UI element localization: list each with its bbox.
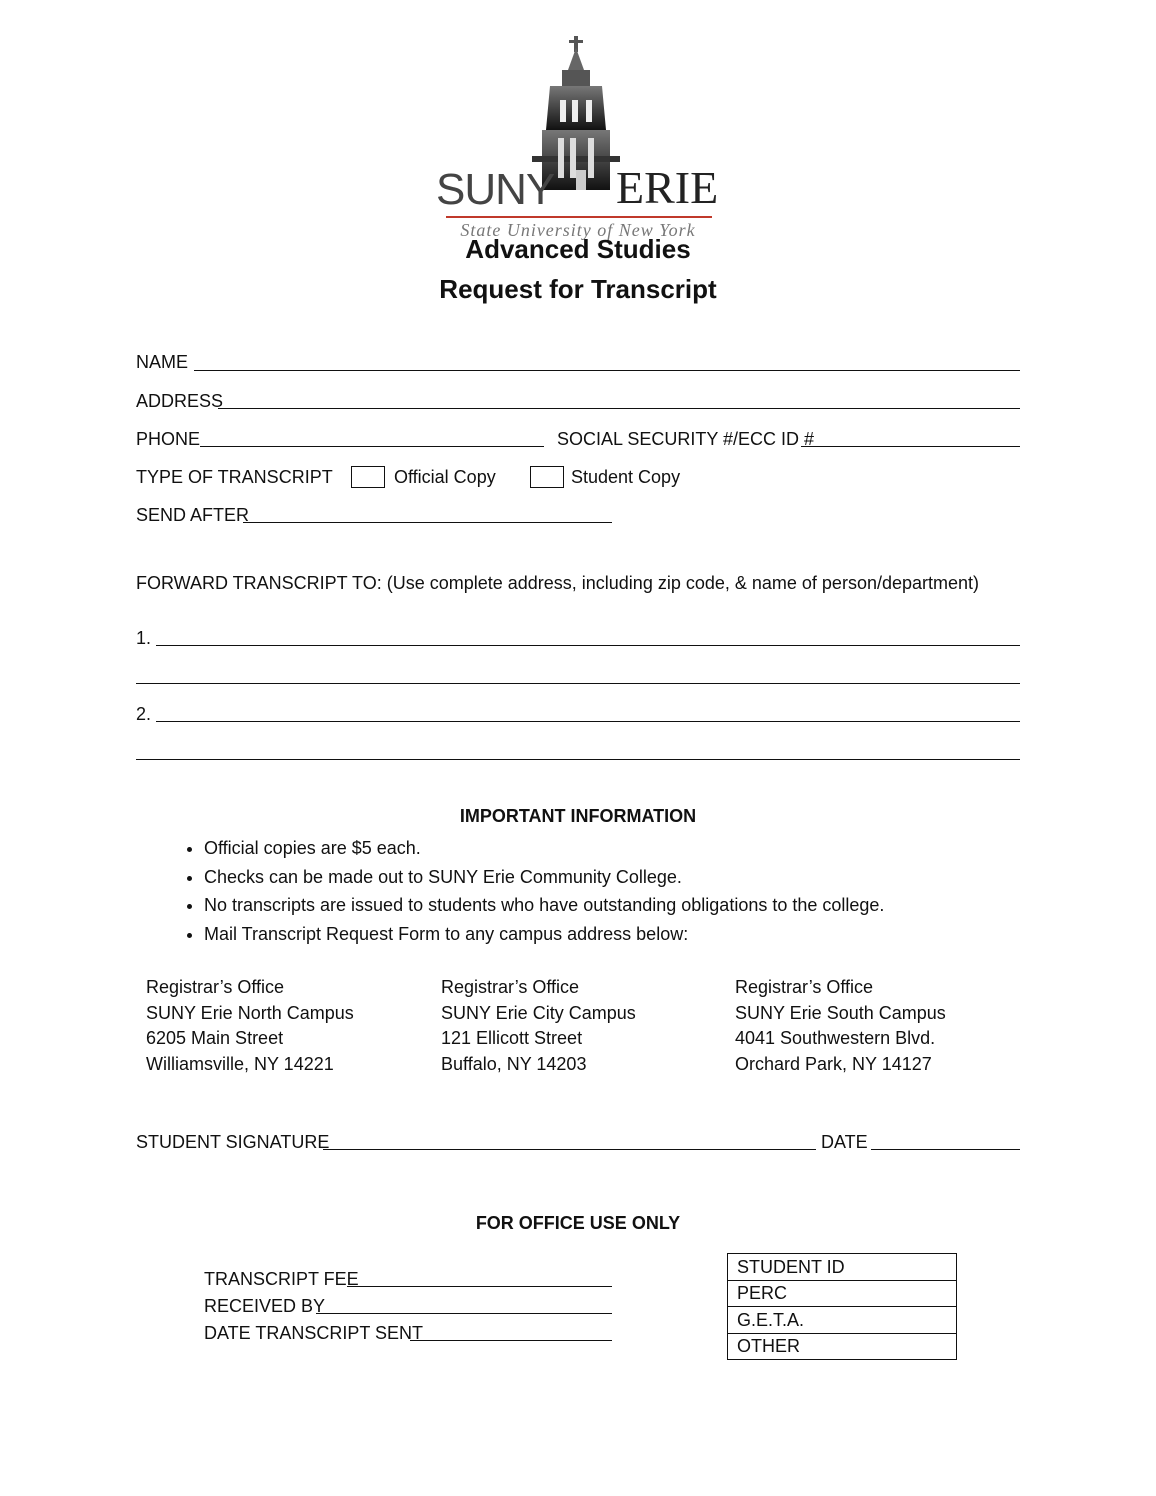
office-table-cell-geta: G.E.T.A. xyxy=(728,1307,957,1334)
send-after-label: SEND AFTER xyxy=(136,505,250,525)
office-table-cell-other: OTHER xyxy=(728,1333,957,1360)
campus-address-south xyxy=(735,975,946,1077)
info-item: • No transcripts are issued to students who have outstanding obligations to the college. xyxy=(204,891,884,920)
forward-item-1-label: 1. xyxy=(136,628,152,648)
student-signature-field[interactable] xyxy=(323,1149,816,1150)
official-copy-label: Official Copy xyxy=(394,467,496,487)
office-use-table xyxy=(727,1253,957,1360)
ssn-field[interactable] xyxy=(801,446,1020,447)
name-label: NAME xyxy=(136,352,189,372)
date-sent-field[interactable] xyxy=(410,1340,612,1341)
address-field[interactable] xyxy=(218,408,1020,409)
campus-address-city xyxy=(441,975,636,1077)
office-table-cell-student-id: STUDENT ID xyxy=(728,1254,957,1281)
received-by-field[interactable] xyxy=(316,1313,612,1314)
transcript-fee-field[interactable] xyxy=(347,1286,612,1287)
forward-item-2-label: 2. xyxy=(136,704,152,724)
office-table-cell-perc: PERC xyxy=(728,1280,957,1307)
campus-name: SUNY Erie City Campus xyxy=(441,1002,636,1023)
forward-address-2-line2[interactable] xyxy=(136,759,1020,760)
form-title-line1: Advanced Studies xyxy=(465,234,691,264)
send-after-field[interactable] xyxy=(243,522,612,523)
forward-address-2-line1[interactable] xyxy=(156,721,1020,722)
campus-street: 121 Ellicott Street xyxy=(441,1028,583,1048)
forward-instruction: FORWARD TRANSCRIPT TO: (Use complete address, including zip code, & name of person/department) xyxy=(136,573,980,593)
phone-field[interactable] xyxy=(200,446,544,447)
important-info-heading: IMPORTANT INFORMATION xyxy=(459,806,697,826)
phone-label: PHONE xyxy=(136,429,201,449)
student-copy-checkbox[interactable] xyxy=(530,466,564,488)
official-copy-checkbox[interactable] xyxy=(351,466,385,488)
campus-street: 6205 Main Street xyxy=(146,1028,284,1048)
date-sent-label: DATE TRANSCRIPT SENT xyxy=(204,1323,424,1343)
office-use-heading: FOR OFFICE USE ONLY xyxy=(475,1213,681,1233)
student-signature-label: STUDENT SIGNATURE xyxy=(136,1132,330,1152)
info-item: • Mail Transcript Request Form to any campus address below: xyxy=(204,920,884,949)
info-item: • Checks can be made out to SUNY Erie Community College. xyxy=(204,863,884,892)
form-title-line2: Request for Transcript xyxy=(439,274,717,304)
logo-rule xyxy=(446,216,712,218)
ssn-label: SOCIAL SECURITY #/ECC ID # xyxy=(557,429,815,449)
name-field[interactable] xyxy=(194,370,1020,371)
address-label: ADDRESS xyxy=(136,391,224,411)
transcript-type-label: TYPE OF TRANSCRIPT xyxy=(136,467,333,487)
transcript-fee-label: TRANSCRIPT FEE xyxy=(204,1269,359,1289)
received-by-label: RECEIVED BY xyxy=(204,1296,326,1316)
important-info-list xyxy=(166,834,884,948)
campus-street: 4041 Southwestern Blvd. xyxy=(735,1028,936,1048)
logo-suny-text: SUNY xyxy=(436,165,555,214)
campus-city: Williamsville, NY 14221 xyxy=(146,1053,334,1074)
campus-office: Registrar’s Office xyxy=(441,977,580,997)
forward-address-1-line1[interactable] xyxy=(156,645,1020,646)
suny-erie-logo xyxy=(432,30,724,240)
campus-office: Registrar’s Office xyxy=(146,977,285,997)
forward-address-1-line2[interactable] xyxy=(136,683,1020,684)
campus-city: Orchard Park, NY 14127 xyxy=(735,1053,932,1074)
campus-city: Buffalo, NY 14203 xyxy=(441,1053,587,1074)
date-field[interactable] xyxy=(871,1149,1020,1150)
campus-address-north xyxy=(146,975,354,1077)
info-item: • Official copies are $5 each. xyxy=(204,834,884,863)
student-copy-label: Student Copy xyxy=(571,467,681,487)
campus-name: SUNY Erie South Campus xyxy=(735,1002,946,1023)
date-label: DATE xyxy=(821,1132,868,1152)
campus-name: SUNY Erie North Campus xyxy=(146,1002,354,1023)
logo-tagline: State University of New York xyxy=(460,220,696,240)
campus-office: Registrar’s Office xyxy=(735,977,874,997)
logo-erie-text: ERIE xyxy=(616,162,719,213)
